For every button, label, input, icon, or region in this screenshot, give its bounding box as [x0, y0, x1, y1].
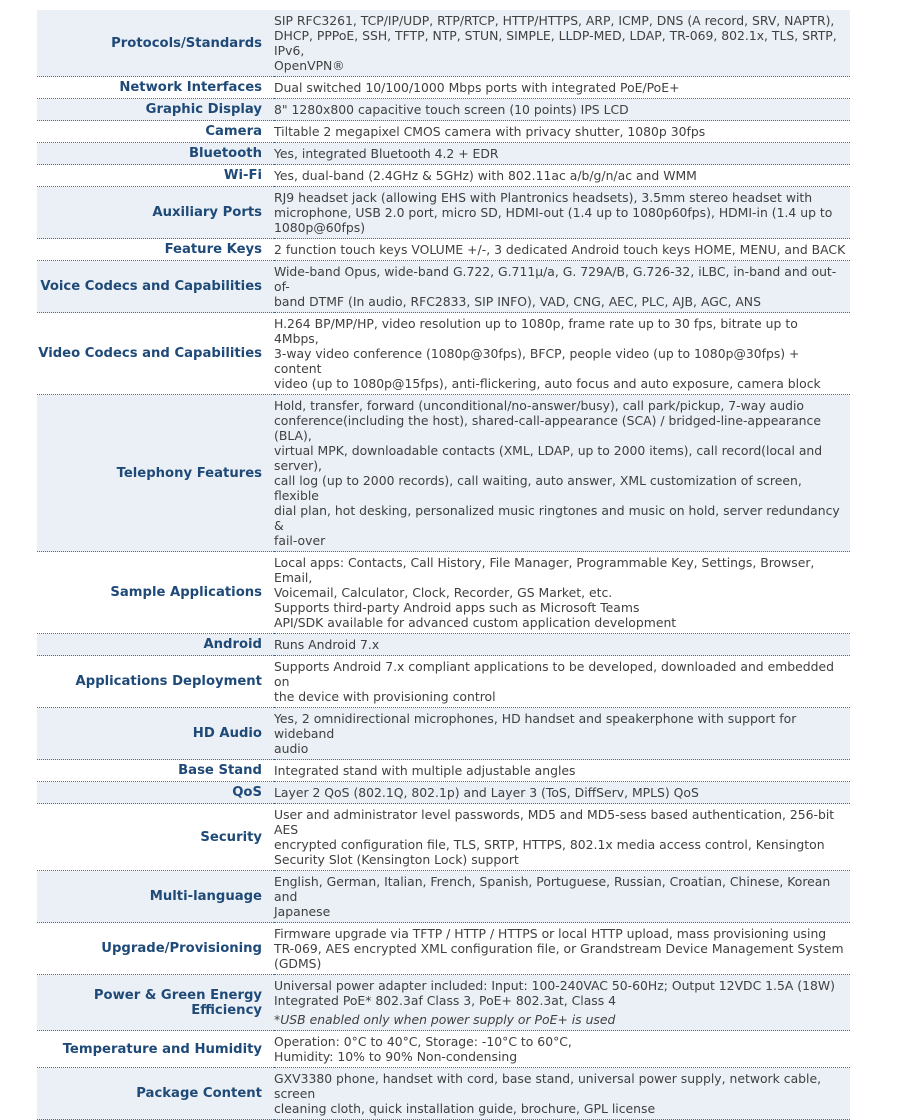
spec-row — [37, 77, 850, 99]
spec-value — [274, 187, 850, 239]
spec-row — [37, 143, 850, 165]
spec-row — [37, 395, 850, 552]
spec-value-line: Supports third-party Android apps such as Microsoft Teams — [274, 600, 640, 615]
spec-value-line: GXV3380 phone, handset with cord, base stand, universal power supply, network cable, screen — [274, 1071, 822, 1101]
spec-value — [274, 10, 850, 77]
spec-row — [37, 975, 850, 1031]
spec-value-line: Yes, integrated Bluetooth 4.2 + EDR — [274, 146, 499, 161]
spec-value-line: Universal power adapter included: Input: 100-240VAC 50-60Hz; Output 12VDC 1.5A (18W) — [274, 978, 835, 993]
spec-value-line: User and administrator level passwords, MD5 and MD5-sess based authentication, 256-bit AES — [274, 807, 835, 837]
spec-value-line: Integrated PoE* 802.3af Class 3, PoE+ 802.3at, Class 4 — [274, 993, 617, 1008]
spec-value-line: Supports Android 7.x compliant applications to be developed, downloaded and embedded on — [274, 659, 835, 689]
spec-row — [37, 165, 850, 187]
spec-value-line: conference(including the host), shared-call-appearance (SCA) / bridged-line-appearance (BLA), — [274, 413, 821, 443]
spec-label: Multi-language — [149, 889, 262, 904]
spec-value-line: band DTMF (In audio, RFC2833, SIP INFO), VAD, CNG, AEC, PLC, AJB, AGC, ANS — [274, 294, 761, 309]
spec-row — [37, 708, 850, 760]
spec-value-line: video (up to 1080p@15fps), anti-flickering, auto focus and auto exposure, camera block — [274, 376, 821, 391]
spec-value — [274, 77, 850, 99]
spec-row — [37, 99, 850, 121]
spec-value — [274, 760, 850, 782]
spec-value-line: dial plan, hot desking, personalized music ringtones and music on hold, server redundancy & — [274, 503, 840, 533]
spec-value-line: Operation: 0°C to 40°C, Storage: -10°C to 60°C, — [274, 1034, 572, 1049]
spec-value-line: the device with provisioning control — [274, 689, 496, 704]
spec-label: Bluetooth — [188, 146, 262, 161]
spec-value-line: Wide-band Opus, wide-band G.722, G.711μ/a, G. 729A/B, G.726-32, iLBC, in-band and out-of- — [274, 264, 837, 294]
spec-label: Auxiliary Ports — [152, 205, 262, 220]
spec-label: Package Content — [136, 1086, 262, 1101]
spec-row — [37, 121, 850, 143]
spec-value — [274, 552, 850, 634]
spec-value-line: Yes, dual-band (2.4GHz & 5GHz) with 802.11ac a/b/g/n/ac and WMM — [274, 168, 697, 183]
spec-value — [274, 261, 850, 313]
spec-value — [274, 804, 850, 871]
spec-value-line: call log (up to 2000 records), call waiting, auto answer, XML customization of screen, flexible — [274, 473, 802, 503]
spec-value-line: Humidity: 10% to 90% Non-condensing — [274, 1049, 518, 1064]
spec-value — [274, 975, 850, 1031]
spec-value-line: Dual switched 10/100/1000 Mbps ports with integrated PoE/PoE+ — [274, 80, 680, 95]
spec-value-line: DHCP, PPPoE, SSH, TFTP, NTP, STUN, SIMPLE, LLDP-MED, LDAP, TR-069, 802.1x, TLS, SRTP, IPv6, — [274, 28, 837, 58]
spec-value-line: English, German, Italian, French, Spanish, Portuguese, Russian, Croatian, Chinese, Korean and — [274, 874, 831, 904]
spec-row — [37, 1031, 850, 1068]
spec-row — [37, 239, 850, 261]
spec-label: Voice Codecs and Capabilities — [40, 279, 262, 294]
spec-value-line: Hold, transfer, forward (unconditional/no-answer/busy), call park/pickup, 7-way audio — [274, 398, 804, 413]
spec-value-line: fail-over — [274, 533, 326, 548]
spec-footnote: *USB enabled only when power supply or PoE+ is used — [274, 1012, 616, 1027]
spec-table — [37, 10, 850, 1120]
spec-label: Temperature and Humidity — [62, 1041, 262, 1057]
spec-value-line: Integrated stand with multiple adjustable angles — [274, 763, 576, 778]
spec-value-line: Security Slot (Kensington Lock) support — [274, 852, 519, 867]
spec-value — [274, 239, 850, 261]
spec-row — [37, 782, 850, 804]
spec-sheet — [37, 10, 850, 1120]
spec-value-line: Tiltable 2 megapixel CMOS camera with privacy shutter, 1080p 30fps — [274, 124, 706, 139]
spec-row — [37, 634, 850, 656]
spec-label: Base Stand — [178, 763, 262, 778]
spec-value-line: Japanese — [274, 904, 331, 919]
spec-label: Android — [203, 637, 262, 652]
spec-label: Network Interfaces — [119, 80, 262, 95]
spec-row — [37, 187, 850, 239]
spec-value-line: 8" 1280x800 capacitive touch screen (10 points) IPS LCD — [274, 102, 629, 117]
spec-row — [37, 656, 850, 708]
spec-value-line: 3-way video conference (1080p@30fps), BFCP, people video (up to 1080p@30fps) + content — [274, 346, 800, 376]
spec-row — [37, 871, 850, 923]
spec-label: Protocols/Standards — [111, 35, 262, 51]
spec-row — [37, 10, 850, 77]
spec-label: Wi-Fi — [223, 168, 262, 183]
spec-value — [274, 165, 850, 187]
spec-value — [274, 99, 850, 121]
spec-label: Video Codecs and Capabilities — [38, 346, 262, 361]
spec-value-line: SIP RFC3261, TCP/IP/UDP, RTP/RTCP, HTTP/HTTPS, ARP, ICMP, DNS (A record, SRV, NAPTR), — [274, 13, 835, 28]
spec-value-line: Local apps: Contacts, Call History, File Manager, Programmable Key, Settings, Browser, Email, — [274, 555, 815, 585]
spec-value-line: Runs Android 7.x — [274, 637, 380, 652]
spec-value-line: microphone, USB 2.0 port, micro SD, HDMI-out (1.4 up to 1080p60fps), HDMI-in (1.4 up to — [274, 205, 833, 220]
spec-value-line: 1080p@60fps) — [274, 220, 366, 235]
spec-label: Security — [200, 829, 262, 845]
spec-label: Applications Deployment — [75, 674, 262, 689]
spec-value-line: H.264 BP/MP/HP, video resolution up to 1080p, frame rate up to 30 fps, bitrate up to 4Mbps, — [274, 316, 798, 346]
spec-value — [274, 143, 850, 165]
spec-value-line: Voicemail, Calculator, Clock, Recorder, GS Market, etc. — [274, 585, 613, 600]
spec-value — [274, 656, 850, 708]
spec-label: Graphic Display — [145, 102, 262, 117]
spec-value-line: Yes, 2 omnidirectional microphones, HD handset and speakerphone with support for wideband — [274, 711, 797, 741]
spec-row — [37, 1068, 850, 1120]
spec-value-line: (GDMS) — [274, 956, 322, 971]
spec-label: Telephony Features — [116, 465, 262, 481]
spec-row — [37, 261, 850, 313]
spec-value — [274, 923, 850, 975]
spec-value — [274, 395, 850, 552]
spec-value-line: Layer 2 QoS (802.1Q, 802.1p) and Layer 3 (ToS, DiffServ, MPLS) QoS — [274, 785, 699, 800]
spec-label: QoS — [232, 785, 262, 800]
spec-value-line: RJ9 headset jack (allowing EHS with Plantronics headsets), 3.5mm stereo headset with — [274, 190, 813, 205]
spec-row — [37, 804, 850, 871]
spec-rows — [37, 10, 850, 1120]
spec-row — [37, 313, 850, 395]
spec-value-line: 2 function touch keys VOLUME +/-, 3 dedicated Android touch keys HOME, MENU, and BACK — [274, 242, 846, 257]
spec-value-line: cleaning cloth, quick installation guide, brochure, GPL license — [274, 1101, 656, 1116]
spec-label: HD Audio — [192, 726, 262, 741]
spec-value — [274, 313, 850, 395]
spec-row — [37, 552, 850, 634]
spec-value — [274, 1068, 850, 1120]
spec-value-line: API/SDK available for advanced custom application development — [274, 615, 677, 630]
spec-label: Upgrade/Provisioning — [101, 941, 262, 956]
spec-label: Camera — [205, 124, 262, 139]
spec-row — [37, 923, 850, 975]
spec-row — [37, 760, 850, 782]
spec-value-line: OpenVPN® — [274, 58, 345, 73]
spec-value-line: TR-069, AES encrypted XML configuration file, or Grandstream Device Management System — [274, 941, 844, 956]
spec-value-line: Firmware upgrade via TFTP / HTTP / HTTPS or local HTTP upload, mass provisioning using — [274, 926, 827, 941]
spec-value-line: encrypted configuration file, TLS, SRTP, HTTPS, 802.1x media access control, Kensington — [274, 837, 825, 852]
spec-label: Feature Keys — [164, 242, 262, 257]
spec-value — [274, 121, 850, 143]
spec-value-line: virtual MPK, downloadable contacts (XML, LDAP, up to 2000 items), call record(local and server), — [274, 443, 823, 473]
spec-value — [274, 634, 850, 656]
spec-value — [274, 708, 850, 760]
spec-value — [274, 782, 850, 804]
spec-label: Sample Applications — [110, 585, 262, 600]
spec-value — [274, 871, 850, 923]
spec-value — [274, 1031, 850, 1068]
spec-value-line: audio — [274, 741, 309, 756]
spec-label: Power & Green Energy Efficiency — [93, 987, 262, 1018]
